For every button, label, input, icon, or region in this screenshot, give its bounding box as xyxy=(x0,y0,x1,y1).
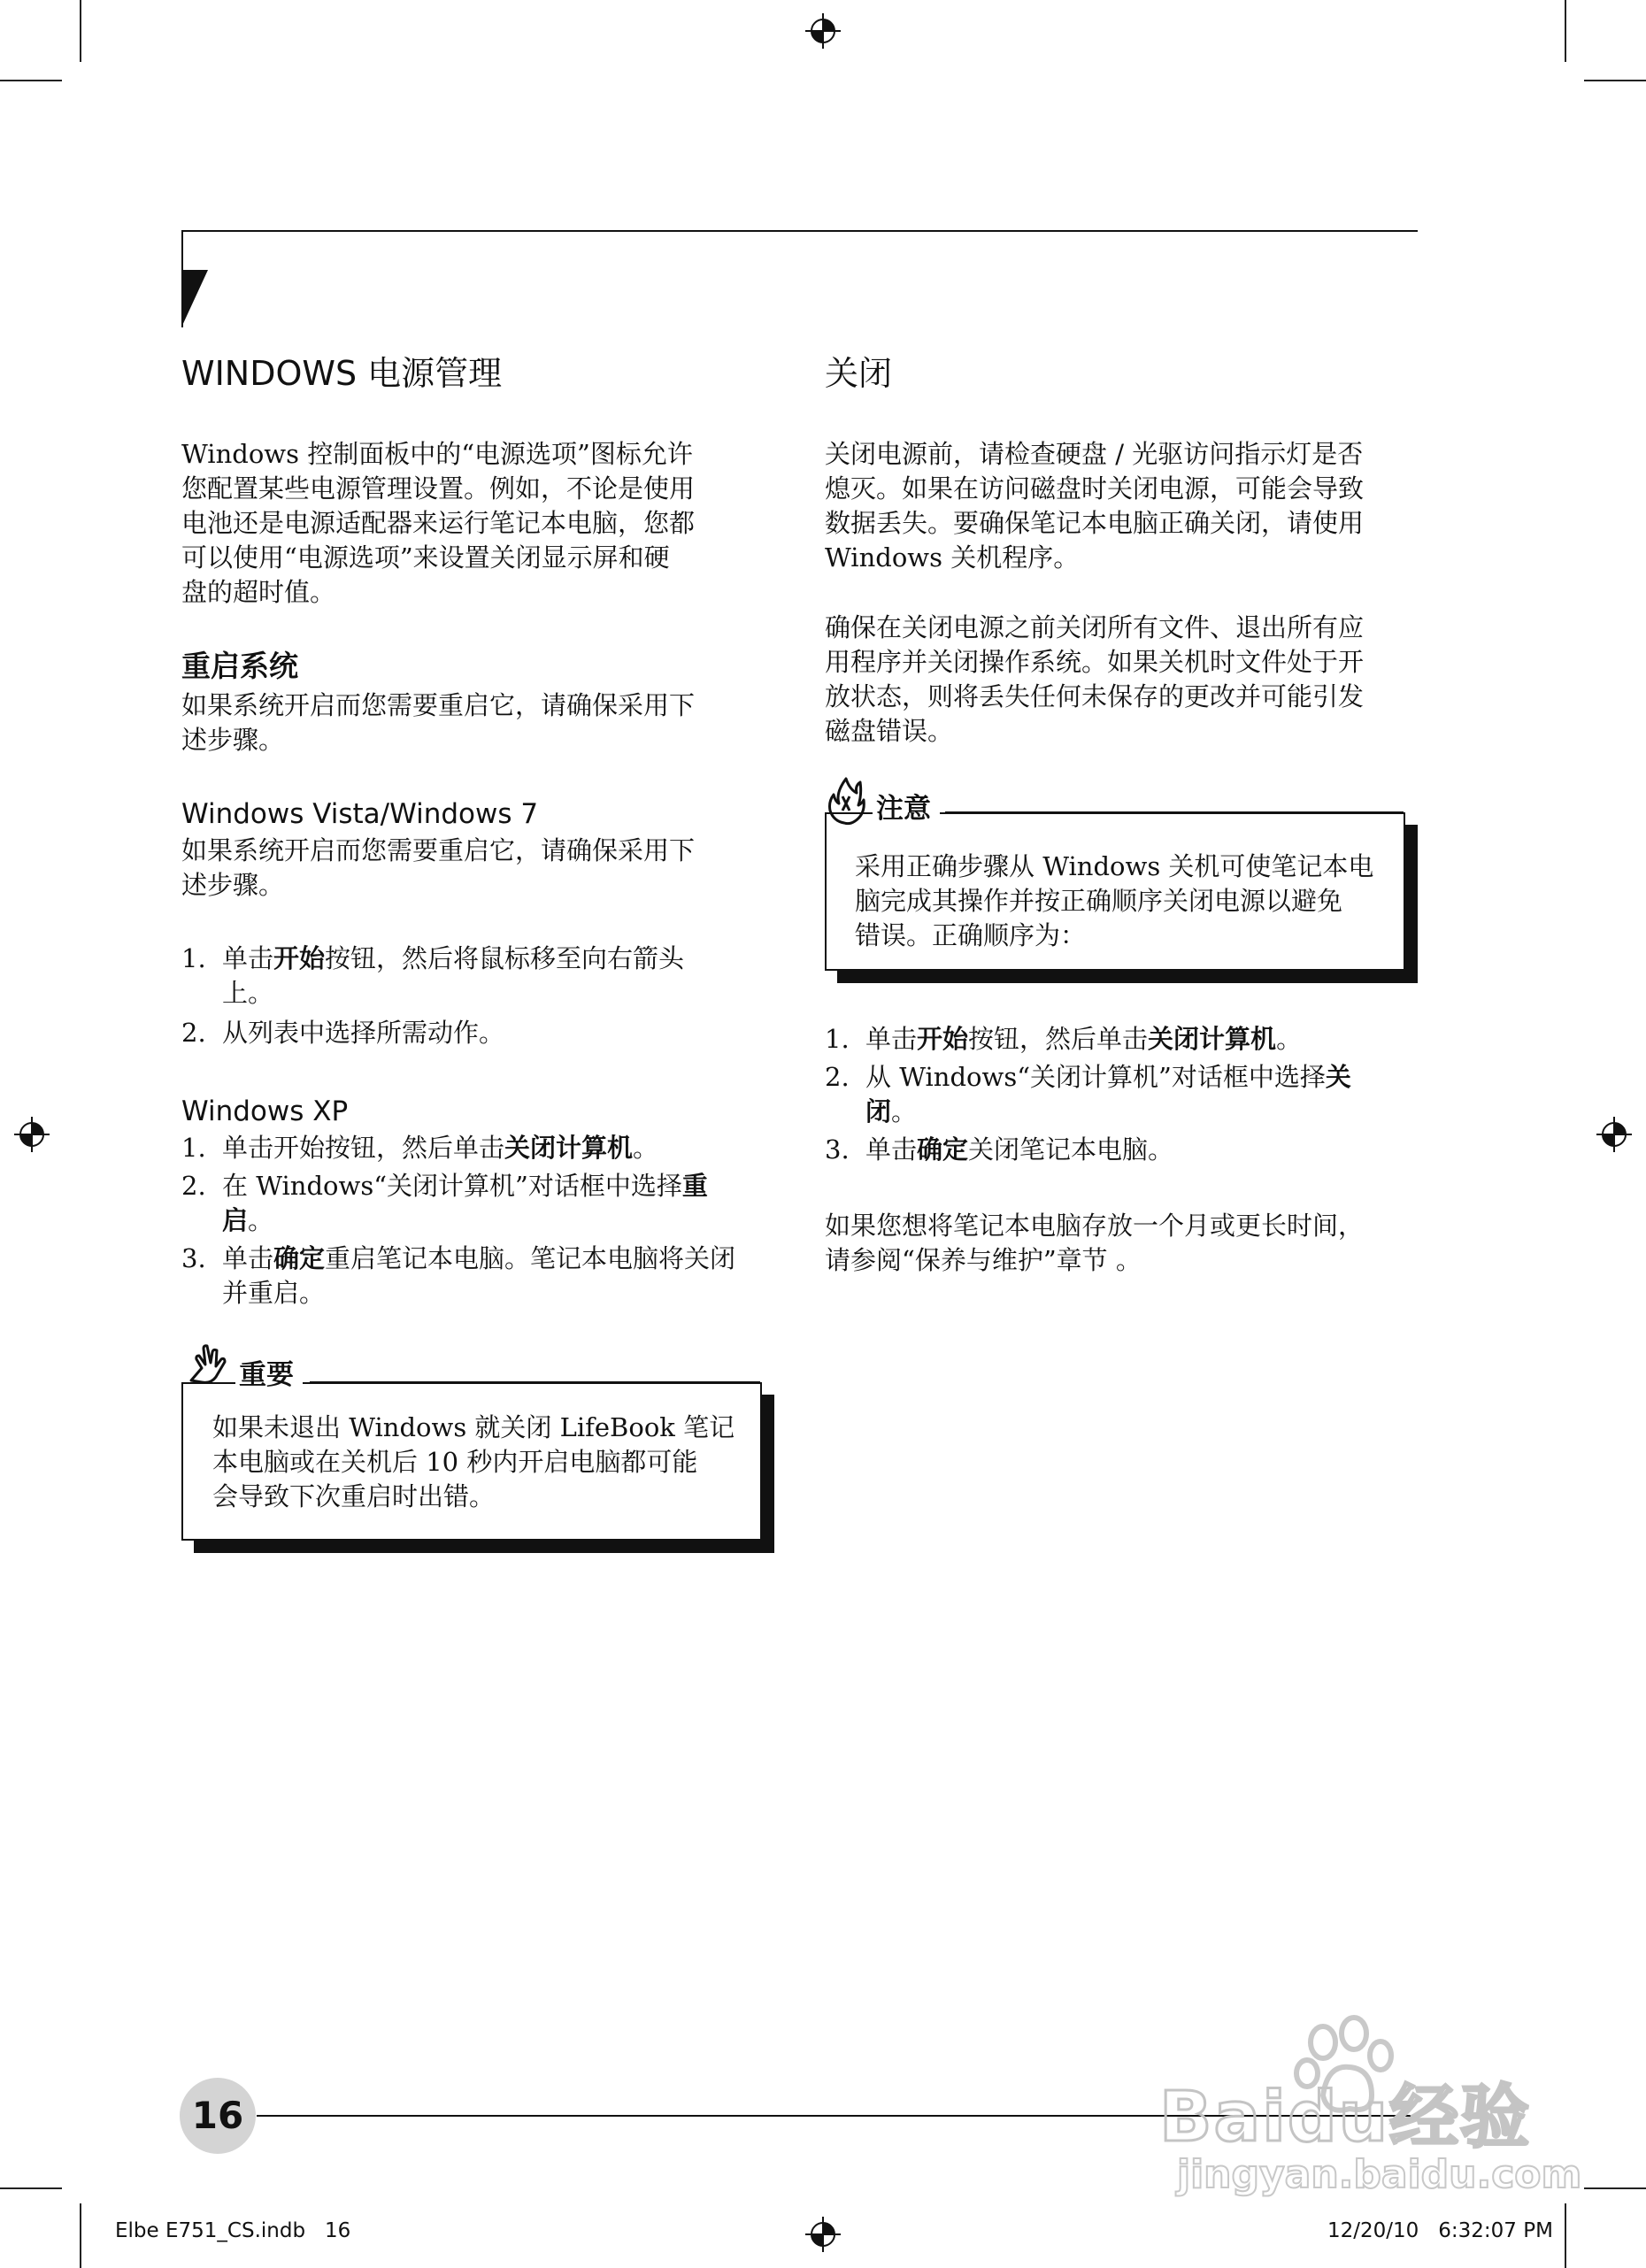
right-paragraph-2 xyxy=(825,611,1418,749)
p3-line-2: 请参阅“保养与维护”章节 。 xyxy=(825,1245,1142,1275)
registration-mark-bottom-icon xyxy=(805,2217,841,2252)
right-section-title: 关闭 xyxy=(825,354,893,393)
important-line-2: 本电脑或在关机后 10 秒内开启电脑都可能 xyxy=(212,1447,698,1477)
restart-heading: 重启系统 xyxy=(181,649,298,683)
header-rule xyxy=(181,230,1418,232)
right-paragraph-1 xyxy=(825,437,1418,575)
p2-line-3: 放状态，则将丢失任何未保存的更改并可能引发 xyxy=(825,681,1365,711)
intro-line-1: Windows 控制面板中的“电源选项”图标允许 xyxy=(181,439,693,469)
restart-paragraph xyxy=(181,688,774,757)
list-item: 1. 单击开始按钮，然后将鼠标移至向右箭头 上。 xyxy=(181,943,685,1008)
note-label-rule xyxy=(945,811,1404,813)
list-item: 3. 单击确定关闭笔记本电脑。 xyxy=(825,1134,1174,1165)
xp-heading: Windows XP xyxy=(181,1096,349,1127)
slug-right: 12/20/10 6:32:07 PM xyxy=(1327,2219,1553,2242)
p3-line-1: 如果您想将笔记本电脑存放一个月或更长时间， xyxy=(825,1211,1365,1241)
restart-line-1: 如果系统开启而您需要重启它，请确保采用下 xyxy=(181,690,696,720)
important-label: 重要 xyxy=(235,1352,303,1392)
intro-line-4: 可以使用“电源选项”来设置关闭显示屏和硬 xyxy=(181,542,670,573)
vista-steps-list xyxy=(181,942,774,1050)
vista-paragraph xyxy=(181,834,774,903)
crop-mark-top-right-v xyxy=(1565,0,1566,62)
p1-line-3: 数据丢失。要确保笔记本电脑正确关闭，请使用 xyxy=(825,508,1365,538)
slug-left: Elbe E751_CS.indb 16 xyxy=(115,2219,351,2242)
list-item: 2. 从 Windows“关闭计算机”对话框中选择关 闭。 xyxy=(825,1062,1351,1126)
important-label-rule xyxy=(310,1381,760,1383)
registration-mark-right-icon xyxy=(1596,1117,1632,1152)
list-item: 3. 单击确定重启笔记本电脑。笔记本电脑将关闭 并重启。 xyxy=(181,1243,736,1308)
crop-mark-bottom-right-v xyxy=(1565,2203,1566,2268)
intro-line-2: 您配置某些电源管理设置。例如，不论是使用 xyxy=(181,473,696,504)
right-paragraph-3 xyxy=(825,1209,1418,1278)
note-line-1: 采用正确步骤从 Windows 关机可使笔记本电 xyxy=(855,851,1374,881)
right-steps-list xyxy=(825,1022,1418,1167)
intro-line-5: 盘的超时值。 xyxy=(181,577,336,607)
intro-line-3: 电池还是电源适配器来运行笔记本电脑，您都 xyxy=(181,508,696,538)
vista-line-2: 述步骤。 xyxy=(181,870,285,900)
left-intro-paragraph xyxy=(181,437,774,610)
p1-line-2: 熄灭。如果在访问磁盘时关闭电源，可能会导致 xyxy=(825,473,1365,504)
p1-line-4: Windows 关机程序。 xyxy=(825,542,1080,573)
caution-flame-icon xyxy=(823,775,869,826)
crop-mark-bottom-left-v xyxy=(80,2203,81,2268)
watermark-url: jingyan.baidu.com xyxy=(1177,2152,1582,2197)
header-wedge-icon xyxy=(181,270,208,327)
important-line-3: 会导致下次重启时出错。 xyxy=(212,1481,496,1511)
crop-mark-bottom-right-h xyxy=(1584,2187,1646,2189)
list-item: 1. 单击开始按钮，然后单击关闭计算机。 xyxy=(181,1133,659,1163)
p2-line-2: 用程序并关闭操作系统。如果关机时文件处于开 xyxy=(825,647,1365,677)
p1-line-1: 关闭电源前，请检查硬盘 / 光驱访问指示灯是否 xyxy=(825,439,1364,469)
crop-mark-top-left-v xyxy=(80,0,81,62)
list-item: 2. 在 Windows“关闭计算机”对话框中选择重 启。 xyxy=(181,1171,708,1235)
pointing-hand-icon xyxy=(184,1342,230,1388)
vista-heading: Windows Vista/Windows 7 xyxy=(181,798,539,830)
crop-mark-bottom-left-h xyxy=(0,2187,62,2189)
restart-line-2: 述步骤。 xyxy=(181,725,285,755)
registration-mark-top-icon xyxy=(805,13,841,49)
registration-mark-left-icon xyxy=(14,1117,50,1152)
xp-steps-list xyxy=(181,1131,774,1311)
list-item: 1. 单击开始按钮，然后单击关闭计算机。 xyxy=(825,1024,1303,1054)
crop-mark-top-left-h xyxy=(0,80,62,81)
page-number: 16 xyxy=(191,2094,244,2137)
note-line-3: 错误。正确顺序为： xyxy=(855,920,1087,950)
crop-mark-top-right-h xyxy=(1584,80,1646,81)
watermark-text: Baidu经验 xyxy=(1159,2078,1532,2157)
p2-line-1: 确保在关闭电源之前关闭所有文件、退出所有应 xyxy=(825,612,1365,642)
note-label: 注意 xyxy=(873,786,940,826)
important-line-1: 如果未退出 Windows 就关闭 LifeBook 笔记 xyxy=(212,1412,735,1442)
p2-line-4: 磁盘错误。 xyxy=(825,716,954,746)
left-section-title: WINDOWS 电源管理 xyxy=(181,354,503,393)
list-item: 2. 从列表中选择所需动作。 xyxy=(181,1018,505,1048)
note-box-content xyxy=(855,850,1395,953)
note-line-2: 脑完成其操作并按正确顺序关闭电源以避免 xyxy=(855,886,1343,916)
vista-line-1: 如果系统开启而您需要重启它，请确保采用下 xyxy=(181,835,696,865)
important-box-content xyxy=(212,1411,743,1514)
